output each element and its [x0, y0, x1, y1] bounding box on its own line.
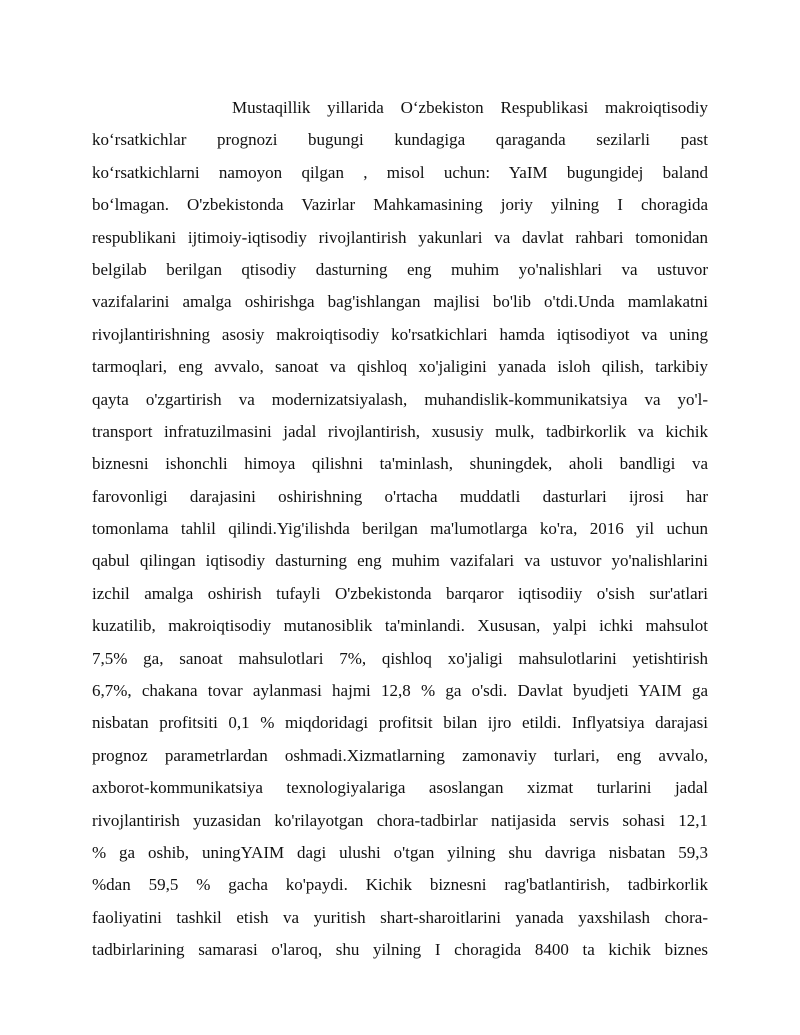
- text-line: transport infratuzilmasini jadal rivojlantirish, xususiy mulk, tadbirkorlik va kichik: [92, 421, 708, 441]
- text-line: axborot-kommunikatsiya texnologiyalariga asoslangan xizmat turlarini jadal: [92, 778, 708, 798]
- text-line: 7,5% ga, sanoat mahsulotlari 7%, qishloq xo'jaligi mahsulotlarini yetishtirish: [92, 648, 708, 668]
- text-line: faoliyatini tashkil etish va yuritish shart-sharoitlarini yanada yaxshilash chora-: [92, 907, 708, 927]
- text-line: %dan 59,5 % gacha ko'paydi. Kichik biznesni rag'batlantirish, tadbirkorlik: [92, 875, 708, 895]
- text-line: rivojlantirish yuzasidan ko'rilayotgan chora-tadbirlar natijasida servis sohasi 12,1: [92, 810, 708, 830]
- text-line: ko‘rsatkichlar prognozi bugungi kundagiga qaraganda sezilarli past: [92, 130, 708, 150]
- text-line: Mustaqillik yillarida O‘zbekiston Respublikasi makroiqtisodiy: [232, 98, 708, 117]
- text-line: vazifalarini amalga oshirishga bag'ishlangan majlisi bo'lib o'tdi.Unda mamlakatni: [92, 292, 708, 312]
- text-line: bo‘lmagan. O'zbekistonda Vazirlar Mahkamasining joriy yilning I choragida: [92, 195, 708, 215]
- text-line: farovonligi darajasini oshirishning o'rtacha muddatli dasturlari ijrosi har: [92, 486, 708, 506]
- text-line: biznesni ishonchli himoya qilishni ta'minlash, shuningdek, aholi bandligi va: [92, 454, 708, 474]
- text-line: prognoz parametrlardan oshmadi.Xizmatlarning zamonaviy turlari, eng avvalo,: [92, 745, 708, 765]
- body-paragraph: [92, 92, 708, 967]
- text-line: ko‘rsatkichlarni namoyon qilgan , misol uchun: YaIM bugungidej baland: [92, 162, 708, 182]
- text-line: qayta o'zgartirish va modernizatsiyalash, muhandislik-kommunikatsiya va yo'l-: [92, 389, 708, 409]
- text-line: respublikani ijtimoiy-iqtisodiy rivojlantirish yakunlari va davlat rahbari tomonidan: [92, 227, 708, 247]
- text-line: kuzatilib, makroiqtisodiy mutanosiblik ta'minlandi. Xususan, yalpi ichki mahsulot: [92, 616, 708, 636]
- text-line: tadbirlarining samarasi o'laroq, shu yilning I choragida 8400 ta kichik biznes: [92, 940, 708, 960]
- text-line: tomonlama tahlil qilindi.Yig'ilishda berilgan ma'lumotlarga ko'ra, 2016 yil uchun: [92, 519, 708, 539]
- text-line: qabul qilingan iqtisodiy dasturning eng muhim vazifalari va ustuvor yo'nalishlarini: [92, 551, 708, 571]
- text-line: % ga oshib, uningYAIM dagi ulushi o'tgan yilning shu davriga nisbatan 59,3: [92, 842, 708, 862]
- text-line: 6,7%, chakana tovar aylanmasi hajmi 12,8 % ga o'sdi. Davlat byudjeti YAIM ga: [92, 681, 708, 701]
- text-line: nisbatan profitsiti 0,1 % miqdoridagi profitsit bilan ijro etildi. Inflyatsiya darajasi: [92, 713, 708, 733]
- text-line: izchil amalga oshirish tufayli O'zbekistonda barqaror iqtisodiiy o'sish sur'atlari: [92, 583, 708, 603]
- text-line: belgilab berilgan qtisodiy dasturning eng muhim yo'nalishlari va ustuvor: [92, 259, 708, 279]
- text-line: rivojlantirishning asosiy makroiqtisodiy ko'rsatkichlari hamda iqtisodiyot va uning: [92, 324, 708, 344]
- text-line: tarmoqlari, eng avvalo, sanoat va qishloq xo'jaligini yanada isloh qilish, tarkibiy: [92, 357, 708, 377]
